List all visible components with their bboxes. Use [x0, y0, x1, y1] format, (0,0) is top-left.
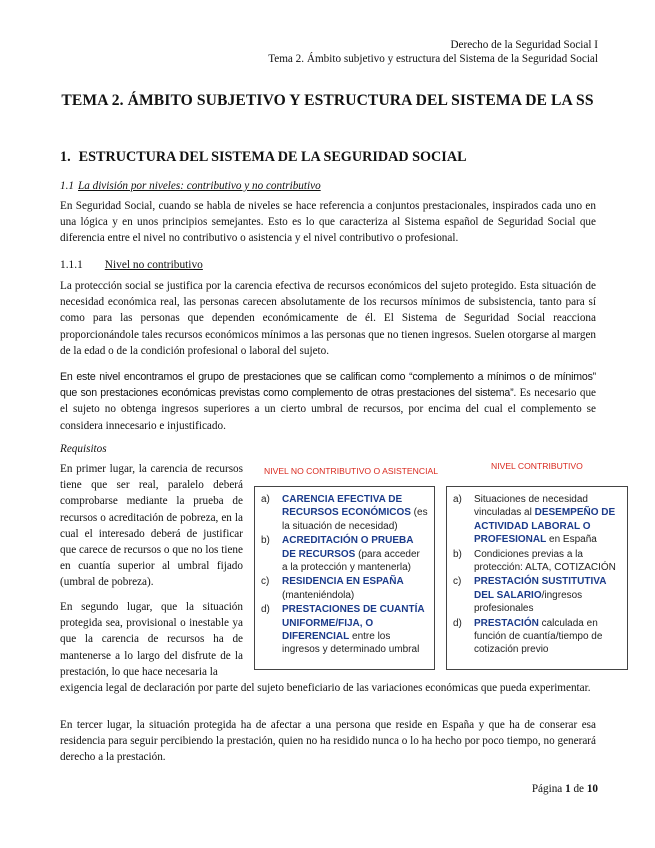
non-contributory-table — [254, 486, 435, 670]
requirement-first: En primer lugar, la carencia de recursos tiene que ser real, paralelo deberá comprobarse mediante la prueba de recursos o acreditación de pobreza, en la cual el interesado deberá de justificar que carece de recursos o que no los tiene en cuantía superior al umbral fijado (umbral de pobreza). — [60, 463, 243, 589]
running-header — [268, 38, 598, 66]
section-title: ESTRUCTURA DEL SISTEMA DE LA SEGURIDAD SOCIAL — [78, 149, 467, 165]
non-contributory-item: d) PRESTACIONES DE CUANTÍA UNIFORME/FIJA, O DIFERENCIAL entre los ingresos y determinado umbral — [261, 604, 425, 656]
subsection-heading — [60, 180, 321, 192]
requirement-third: En tercer lugar, la situación protegida ha de afectar a una persona que reside en España y que ha de conserar esa residencia para seguir percibiendo la prestación, quien no ha residido nunca o lo ha hecho por poco tiempo, no generará derecho a la prestación. — [60, 719, 596, 764]
contributory-item: a) Situaciones de necesidad vinculadas al DESEMPEÑO DE ACTIVIDAD LABORAL O PROFESIONAL en España — [453, 494, 616, 546]
contributory-table-heading: NIVEL CONTRIBUTIVO — [491, 461, 583, 471]
minimum-complement-paragraph — [60, 369, 596, 434]
subsection-title: La división por niveles: contributivo y no contributivo — [77, 180, 321, 192]
section-number: 1. — [60, 149, 71, 165]
contributory-item: c) PRESTACIÓN SUSTITUTIVA DEL SALARIO/ingresos profesionales — [453, 576, 607, 615]
contributory-item: d) PRESTACIÓN calculada en función de cuantía/tiempo de cotización previo — [453, 617, 603, 656]
intro-paragraph: En Seguridad Social, cuando se habla de niveles se hace referencia a conjuntos prestacionales, inspirados cada uno en una lógica y en unos principios semejantes. Esto es lo que caracteriza al Sistema español de Seguridad Social que diferencia entre el nivel no contributivo o asistencia y el nivel contributivo o profesional. — [60, 200, 596, 245]
subsection-number: 1.1 — [60, 180, 74, 192]
minimum-complement-rest: Es necesario que el sujeto no obtenga ingresos superiores a un cierto umbral de recursos, por encima del cual el complemento se considera innecesario e injustificado. — [60, 387, 597, 432]
non-contributory-item: c) RESIDENCIA EN ESPAÑA (manteniéndola) — [261, 576, 404, 601]
page-title: TEMA 2. ÁMBITO SUBJETIVO Y ESTRUCTURA DEL SISTEMA DE LA SS — [61, 92, 594, 109]
header-course: Derecho de la Seguridad Social I — [450, 39, 598, 51]
section-heading — [60, 149, 467, 166]
minimum-complement-highlight: En este nivel encontramos el grupo de prestaciones que se califican como “complemento a mínimos o de mínimos” que son prestaciones económicas previstas como complemento de otras prestaciones del sistema”. — [60, 371, 596, 400]
non-contributory-paragraph: La protección social se justifica por la carencia efectiva de recursos económicos del sujeto protegido. Esta situación de necesidad económica real, las personas carecen absolutamente de los recursos mínimos de subsistencia, tanto para sí como para las personas que dependen económicamente de él. El Sistema de Seguridad Social reacciona proporcionándole tales recursos económicos mínimos a las personas que no tienen ingresos. Suelen otorgarse al margen de la edad o de la condición profesional o laboral del sujeto. — [60, 280, 596, 357]
non-contributory-item: b) ACREDITACIÓN O PRUEBA DE RECURSOS (para acceder a la protección y mantenerla) — [261, 535, 420, 574]
contributory-table — [446, 486, 628, 670]
header-topic: Tema 2. Ámbito subjetivo y estructura del Sistema de la Seguridad Social — [268, 53, 598, 65]
contributory-item: b) Condiciones previas a la protección: ALTA, COTIZACIÓN — [453, 548, 616, 574]
subsubsection-title: Nivel no contributivo — [104, 259, 203, 271]
subsubsection-number: 1.1.1 — [60, 259, 83, 271]
requirement-second: En segundo lugar, que la situación protegida sea, provisional o inestable ya que la carencia de recursos ha de mantenerse a lo largo del disfrute de la prestación, lo que hace necesaria la — [60, 601, 243, 678]
non-contributory-table-heading: NIVEL NO CONTRIBUTIVO O ASISTENCIAL — [264, 466, 438, 476]
non-contributory-item: a) CARENCIA EFECTIVA DE RECURSOS ECONÓMICOS (es la situación de necesidad) — [261, 494, 428, 532]
requirement-second-continued: exigencia legal de declaración por parte del sujeto beneficiario de las variaciones económicas que pueda experimentar. — [60, 682, 591, 694]
subsubsection-heading — [60, 259, 203, 271]
page-number: Página 1 de 10 — [531, 783, 598, 795]
requirements-label: Requisitos — [60, 443, 107, 455]
